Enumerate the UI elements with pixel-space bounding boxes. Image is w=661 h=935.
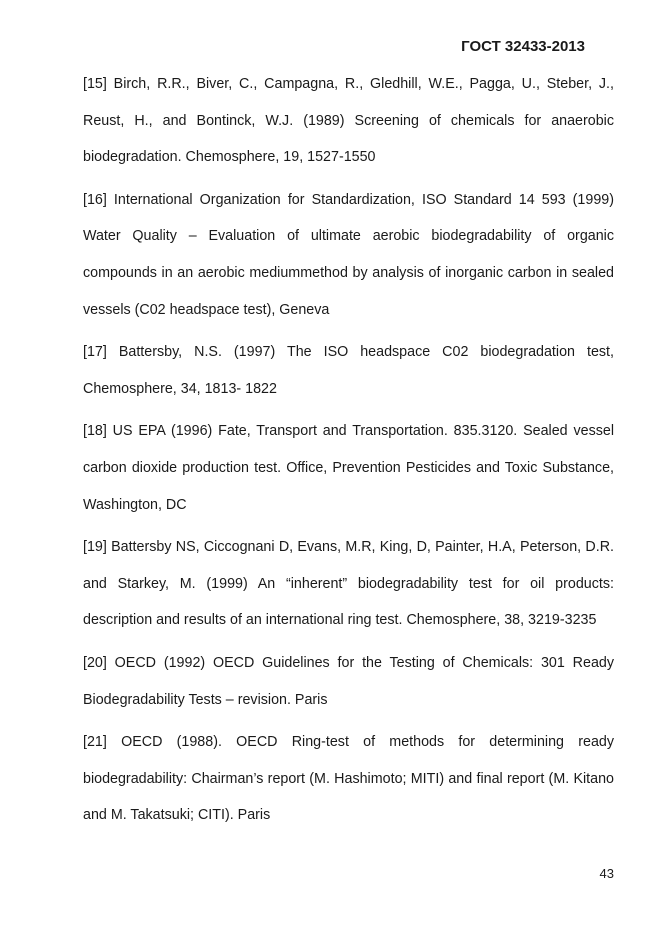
reference-16: [16] International Organization for Standardization, ISO Standard 14 593 (1999) Water Quality – Evaluation of ultimate aerobic biodegradability of organic compounds in an aerobic mediummethod by analysis of inorganic carbon in sealed vessels (C02 headspace test), Geneva — [83, 191, 614, 318]
reference-15: [15] Birch, R.R., Biver, C., Campagna, R., Gledhill, W.E., Pagga, U., Steber, J., Reust, H., and Bontinck, W.J. (1989) Screening of chemicals for anaerobic biodegradation. Chemosphere, 19, 1527-1550 — [83, 76, 614, 166]
document-header-code: ГОСТ 32433-2013 — [461, 38, 585, 55]
reference-20: [20] OECD (1992) OECD Guidelines for the Testing of Chemicals: 301 Ready Biodegradability Tests – revision. Paris — [83, 654, 614, 708]
reference-list — [83, 66, 614, 840]
reference-17: [17] Battersby, N.S. (1997) The ISO headspace C02 biodegradation test, Chemosphere, 34, 1813- 1822 — [83, 344, 614, 397]
page-number: 43 — [599, 866, 614, 881]
reference-21: [21] OECD (1988). OECD Ring-test of methods for determining ready biodegradability: Chairman’s report (M. Hashimoto; MITI) and final report (M. Kitano and M. Takatsuki; CITI). Paris — [83, 734, 614, 824]
reference-18: [18] US EPA (1996) Fate, Transport and Transportation. 835.3120. Sealed vessel carbon dioxide production test. Office, Prevention Pesticides and Toxic Substance, Washington, DC — [83, 423, 614, 513]
reference-19: [19] Battersby NS, Ciccognani D, Evans, M.R, King, D, Painter, H.A, Peterson, D.R. and Starkey, M. (1999) An “inherent” biodegradability test for oil products: description and results of an international ring test. Chemosphere, 38, 3219-3235 — [83, 539, 614, 629]
